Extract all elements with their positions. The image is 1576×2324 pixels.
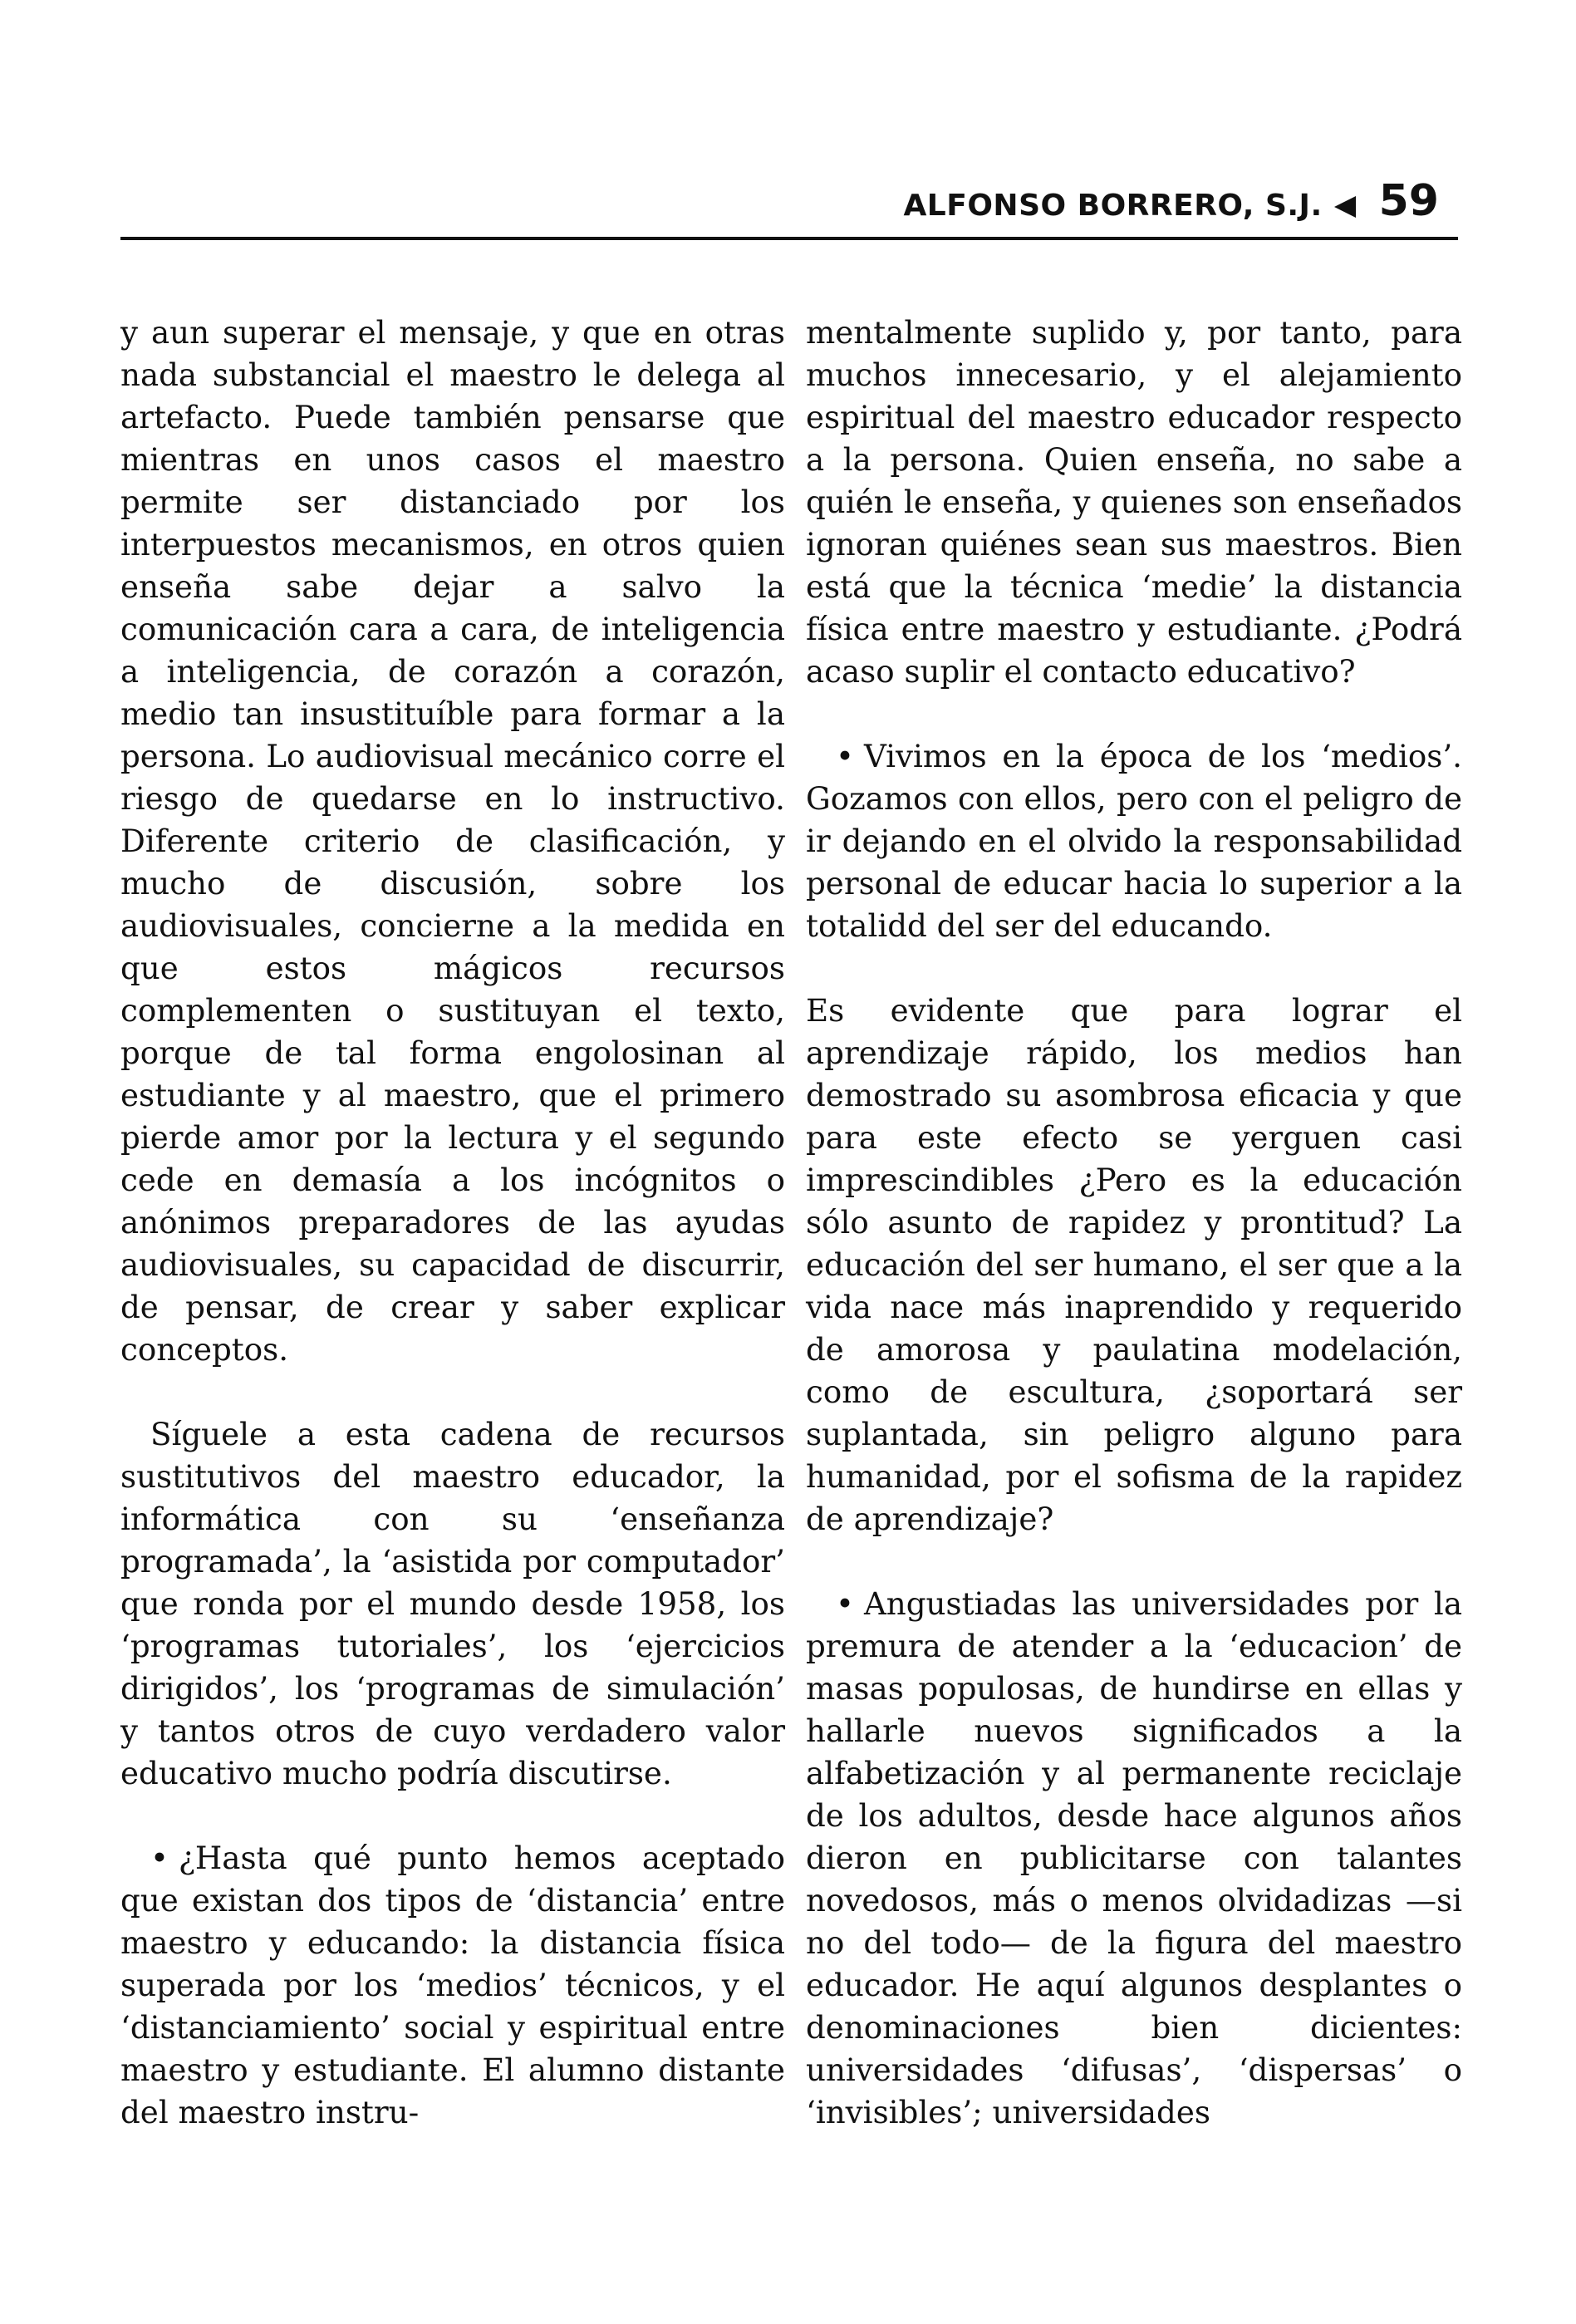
author-name: ALFONSO BORRERO, S.J. [903, 189, 1323, 223]
paragraph: y aun superar el mensaje, y que en otras nada substancial el maestro le delega al artefacto. Puede también pensarse que mientras en unos casos el maestro permite ser distanciado por los interpuestos mecanismos, en otros quien enseña sabe dejar a salvo la comunicación cara a cara, de inteligencia a inteligencia, de corazón a corazón, medio tan insustituíble para formar a la persona. Lo audiovisual mecánico corre el riesgo de quedarse en lo instructivo. Diferente criterio de clasificación, y mucho de discusión, sobre los audiovisuales, concierne a la medida en que estos mágicos recursos complementen o sustituyan el texto, porque de tal forma engolosinan al estudiante y al maestro, que el primero pierde amor por la lectura y el segundo cede en demasía a los incógnitos o anónimos preparadores de las ayudas audiovisuales, su capacidad de discurrir, de pensar, de crear y saber explicar conceptos. [120, 314, 785, 1368]
page-number: 59 [1378, 176, 1439, 226]
running-head [903, 176, 1439, 226]
paragraph: mentalmente suplido y, por tanto, para muchos innecesario, y el alejamiento espiritual del maestro educador respecto a la persona. Quien enseña, no sabe a quién le enseña, y quienes son enseñados ignoran quiénes sean sus maestros. Bien está que la técnica ‘medie’ la distancia física entre maestro y estudiante. ¿Podrá acaso suplir el contacto educativo? [806, 314, 1462, 690]
bullet-paragraph: • Vivimos en la época de los ‘medios’. Gozamos con ellos, pero con el peligro de ir dejando en el olvido la responsabilidad personal de educar hacia lo superior a la totalidd del ser del educando. [806, 735, 1462, 947]
header-rule [120, 237, 1458, 240]
paragraph: Síguele a esta cadena de recursos sustitutivos del maestro educador, la informática con su ‘enseñanza programada’, la ‘asistida por computador’ que ronda por el mundo desde 1958, los ‘programas tutoriales’, los ‘ejercicios dirigidos’, los ‘programas de simulación’ y tantos otros de cuyo verdadero valor educativo mucho podría discutirse. [120, 1416, 785, 1791]
bullet-paragraph: • ¿Hasta qué punto hemos aceptado que existan dos tipos de ‘distancia’ entre maestro y educando: la distancia física superada por los ‘medios’ técnicos, y el ‘distanciamiento’ social y espiritual entre maestro y estudiante. El alumno distante del maestro instru- [120, 1837, 785, 2134]
left-arrow-icon [1334, 196, 1356, 218]
paragraph: Es evidente que para lograr el aprendizaje rápido, los medios han demostrado su asombrosa eficacia y que para este efecto se yerguen casi imprescindibles ¿Pero es la educación sólo asunto de rapidez y prontitud? La educación del ser humano, el ser que a la vida nace más inaprendido y requerido de amorosa y paulatina modelación, como de escultura, ¿soportará ser suplantada, sin peligro alguno para humanidad, por el sofisma de la rapidez de aprendizaje? [806, 992, 1462, 1537]
right-column [806, 312, 1462, 2134]
bullet-paragraph: • Angustiadas las universidades por la premura de atender a la ‘educacion’ de masas populosas, de hundirse en ellas y hallarle nuevos significados a la alfabetización y al permanente reciclaje de los adultos, desde hace algunos años dieron en publicitarse con talantes novedosos, más o menos olvidadizas —si no del todo— de la figura del maestro educador. He aquí algunos desplantes o denominaciones bien dicientes: universidades ‘difusas’, ‘dispersas’ o ‘invisibles’; universidades [806, 1583, 1462, 2134]
left-column [120, 312, 785, 2134]
